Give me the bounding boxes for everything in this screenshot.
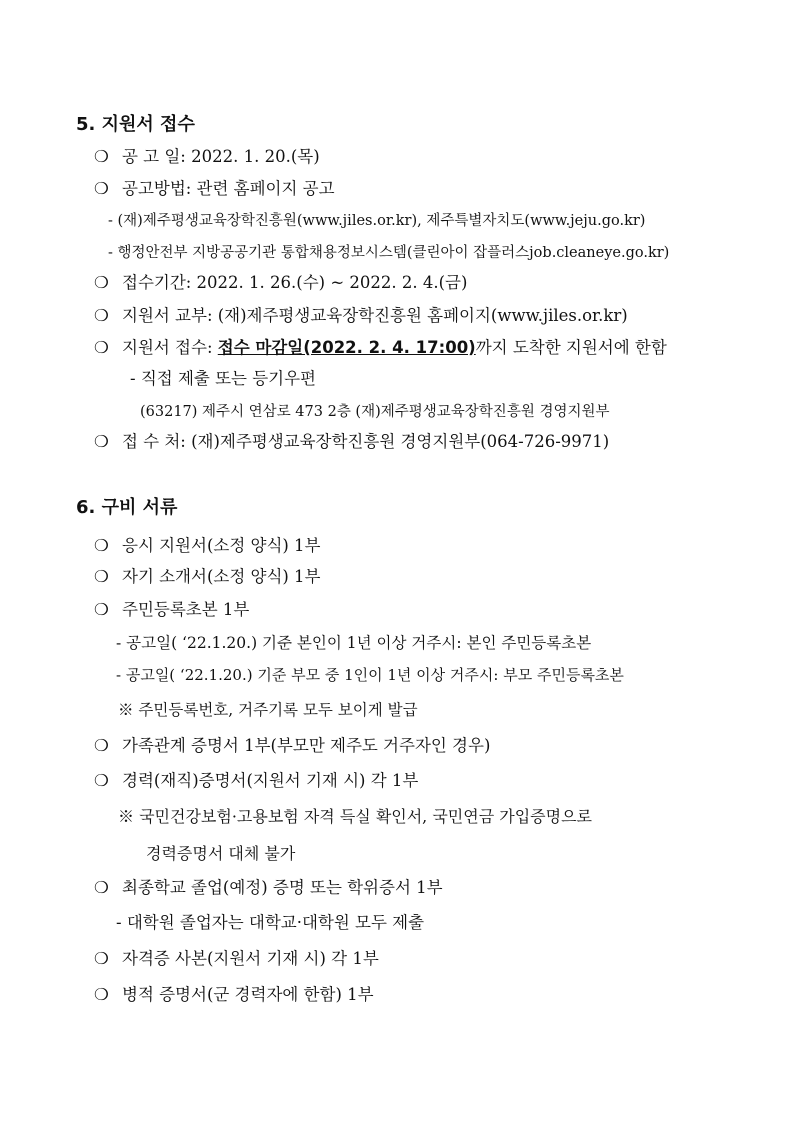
office-text: 접 수 처: (재)제주평생교육장학진흥원 경영지원부(064-726-9971) [122, 432, 610, 451]
form-distribution-text: 지원서 교부: (재)제주평생교육장학진흥원 홈페이지(www.jiles.or.kr) [122, 306, 628, 325]
document-item-5 [94, 770, 418, 792]
submission-address: (63217) 제주시 연삼로 473 2층 (재)제주평생교육장학진흥원 경영지원부 [140, 404, 610, 420]
list-item-period [94, 272, 467, 294]
document-item-3-sub-1: - 공고일( ‘22.1.20.) 기준 본인이 1년 이상 거주시: 본인 주민등록초본 [116, 634, 592, 652]
document-item-3-sub-2: - 공고일( ‘22.1.20.) 기준 부모 중 1인이 1년 이상 거주시: 부모 주민등록초본 [116, 666, 624, 684]
section-5-title: 5. 지원서 접수 [76, 114, 195, 135]
section-6-title: 6. 구비 서류 [76, 497, 178, 518]
document-item-8-text: 병적 증명서(군 경력자에 한함) 1부 [122, 985, 374, 1004]
bullet-icon: ❍ [94, 306, 109, 325]
bullet-icon: ❍ [94, 338, 109, 357]
bullet-icon: ❍ [94, 432, 109, 451]
document-item-2 [94, 566, 321, 588]
list-item-announce-date [94, 146, 320, 168]
method-sub-item-1: - (재)제주평생교육장학진흥원(www.jiles.or.kr), 제주특별자치도(www.jeju.go.kr) [108, 213, 646, 229]
bullet-icon: ❍ [94, 771, 109, 790]
submission-prefix: 지원서 접수: [122, 338, 218, 357]
bullet-icon: ❍ [94, 273, 109, 292]
list-item-form-distribution [94, 305, 628, 327]
submission-suffix: 까지 도착한 지원서에 한함 [475, 338, 667, 357]
document-item-4 [94, 735, 490, 757]
bullet-icon: ❍ [94, 179, 109, 198]
document-item-6 [94, 877, 443, 899]
document-item-2-text: 자기 소개서(소정 양식) 1부 [122, 567, 321, 586]
document-item-7-text: 자격증 사본(지원서 기재 시) 각 1부 [122, 949, 379, 968]
method-sub-item-2: - 행정안전부 지방공공기관 통합채용정보시스템(클린아이 잡플러스job.cleaneye.go.kr) [108, 245, 670, 261]
bullet-icon: ❍ [94, 147, 109, 166]
document-item-1 [94, 535, 321, 557]
document-item-5-text: 경력(재직)증명서(지원서 기재 시) 각 1부 [122, 771, 419, 790]
document-item-6-text: 최종학교 졸업(예정) 증명 또는 학위증서 1부 [122, 878, 443, 897]
document-item-5-note-1: ※ 국민건강보험·고용보험 자격 득실 확인서, 국민연금 가입증명으로 [118, 807, 593, 826]
document-item-3 [94, 599, 249, 621]
bullet-icon: ❍ [94, 600, 109, 619]
announce-date-text: 공 고 일: 2022. 1. 20.(목) [122, 147, 320, 166]
bullet-icon: ❍ [94, 567, 109, 586]
document-item-6-sub: - 대학원 졸업자는 대학교·대학원 모두 제출 [116, 913, 425, 932]
bullet-icon: ❍ [94, 736, 109, 755]
document-item-3-note: ※ 주민등록번호, 거주기록 모두 보이게 발급 [118, 701, 418, 719]
period-text: 접수기간: 2022. 1. 26.(수) ~ 2022. 2. 4.(금) [122, 273, 468, 292]
list-item-office [94, 431, 609, 453]
list-item-submission [94, 337, 667, 359]
document-item-1-text: 응시 지원서(소정 양식) 1부 [122, 536, 321, 555]
document-item-8 [94, 984, 374, 1006]
bullet-icon: ❍ [94, 536, 109, 555]
list-item-announce-method [94, 178, 335, 200]
document-item-3-text: 주민등록초본 1부 [122, 600, 250, 619]
bullet-icon: ❍ [94, 949, 109, 968]
document-item-5-note-2: 경력증명서 대체 불가 [146, 844, 296, 863]
bullet-icon: ❍ [94, 985, 109, 1004]
document-item-7 [94, 948, 379, 970]
document-item-4-text: 가족관계 증명서 1부(부모만 제주도 거주자인 경우) [122, 736, 491, 755]
bullet-icon: ❍ [94, 878, 109, 897]
submission-deadline: 접수 마감일(2022. 2. 4. 17:00) [217, 338, 476, 357]
announce-method-text: 공고방법: 관련 홈페이지 공고 [122, 179, 335, 198]
submission-sub-item-1: - 직접 제출 또는 등기우편 [130, 369, 316, 388]
